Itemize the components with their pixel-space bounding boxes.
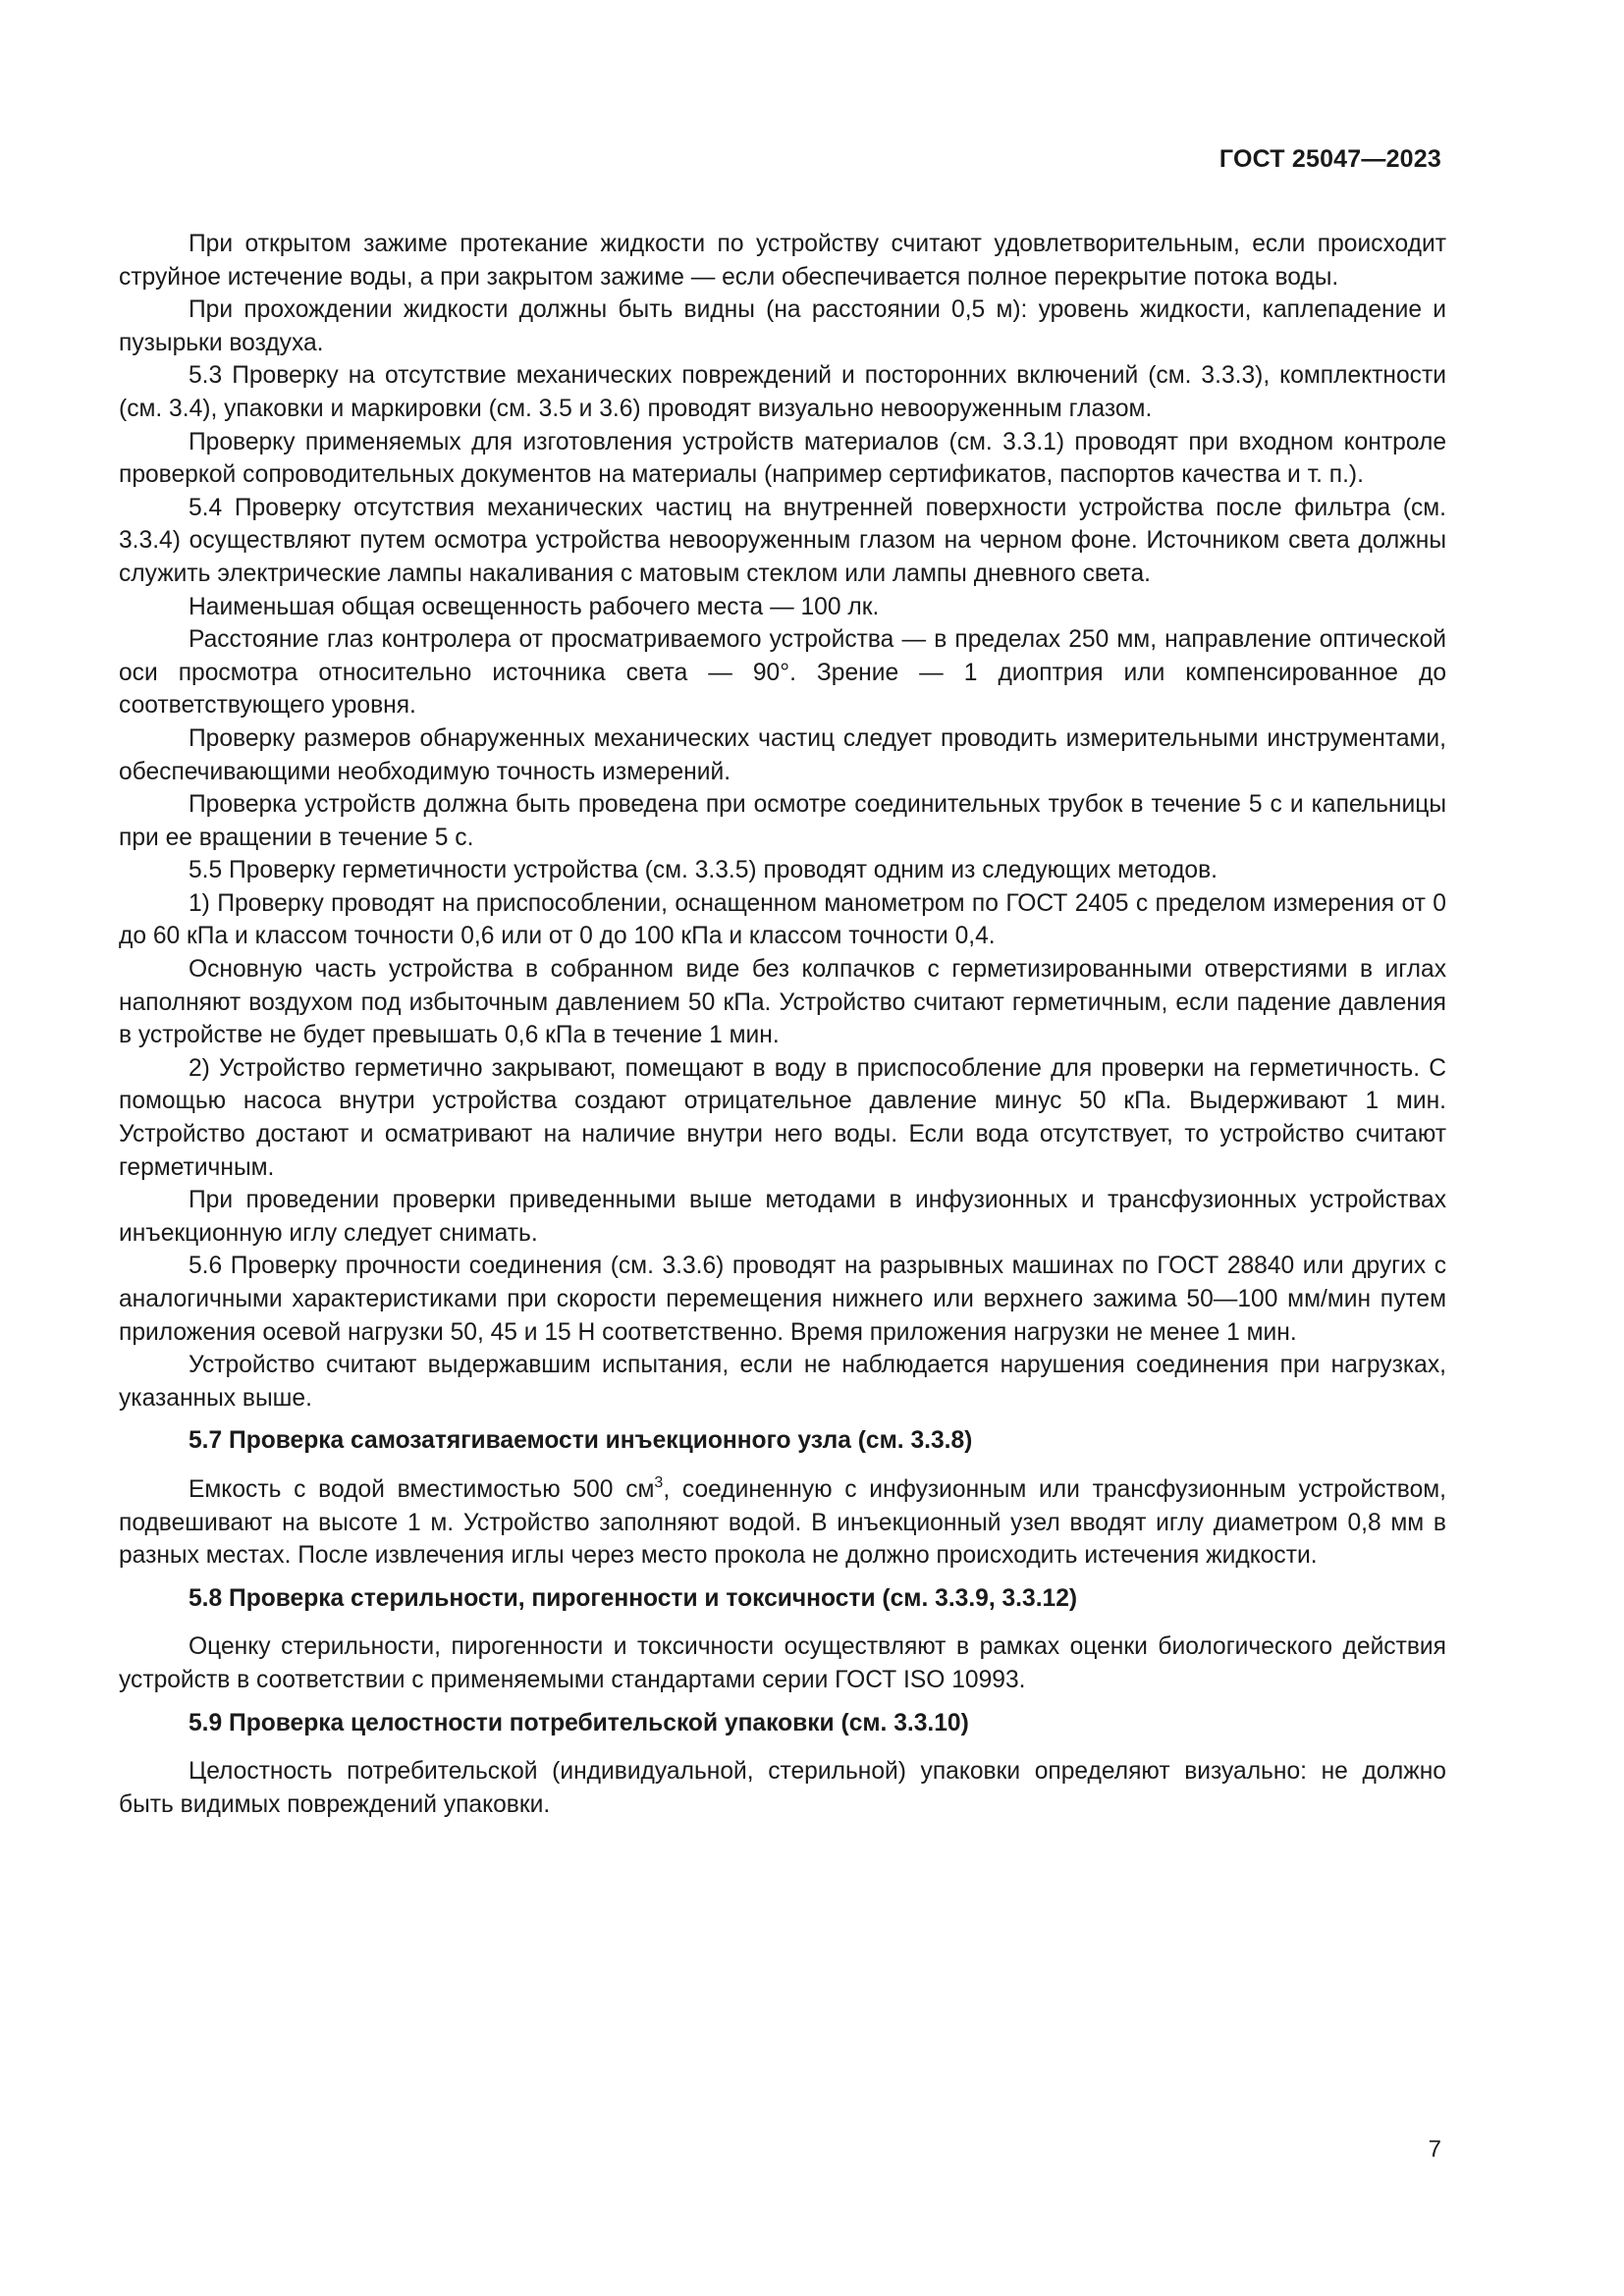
paragraph-method-1: 1) Проверку проводят на приспособлении, оснащенном манометром по ГОСТ 2405 с пределом измерения от 0 до 60 кПа и классом точности 0,6 или от 0 до 100 кПа и классом точности 0,4. xyxy=(119,889,1446,950)
paragraph-section-5-8: Оценку стерильности, пирогенности и токсичности осуществляют в рамках оценки биологического действия устройств в соответствии с применяемыми стандартами серии ГОСТ ISO 10993. xyxy=(119,1633,1446,1693)
paragraph-section-5-4: 5.4 Проверку отсутствия механических частиц на внутренней поверхности устройства после фильтра (см. 3.3.4) осуществляют путем осмотра устройства невооруженным глазом на черном фоне. Источником света должны служить электрические лампы накаливания с матовым стеклом или лампы дневного света. xyxy=(119,494,1446,587)
page-number: 7 xyxy=(1428,2136,1441,2163)
paragraph: Проверку размеров обнаруженных механических частиц следует проводить измерительными инструментами, обеспечивающими необходимую точность измерений. xyxy=(119,724,1446,785)
paragraph: При прохождении жидкости должны быть видны (на расстоянии 0,5 м): уровень жидкости, каплепадение и пузырьки воздуха. xyxy=(119,296,1446,356)
paragraph-section-5-7 xyxy=(119,1473,1446,1573)
paragraph: При проведении проверки приведенными выше методами в инфузионных и трансфузионных устройствах инъекционную иглу следует снимать. xyxy=(119,1187,1446,1247)
paragraph-section-5-3: 5.3 Проверку на отсутствие механических повреждений и посторонних включений (см. 3.3.3), комплектности (см. 3.4), упаковки и маркировки (см. 3.5 и 3.6) проводят визуально невооруженным глазом. xyxy=(119,362,1446,422)
paragraph: При открытом зажиме протекание жидкости по устройству считают удовлетворительным, если происходит струйное истечение воды, а при закрытом зажиме — если обеспечивается полное перекрытие потока воды. xyxy=(119,231,1446,291)
paragraph-section-5-5: 5.5 Проверку герметичности устройства (см. 3.3.5) проводят одним из следующих методов. xyxy=(189,857,1218,884)
document-id-header: ГОСТ 25047—2023 xyxy=(1218,145,1441,173)
section-heading-5-9: 5.9 Проверка целостности потребительской упаковки (см. 3.3.10) xyxy=(189,1709,969,1736)
paragraph: Расстояние глаз контролера от просматриваемого устройства — в пределах 250 мм, направление оптической оси просмотра относительно источника света — 90°. Зрение — 1 диоптрия или компенсированное до соответствующего уровня. xyxy=(119,626,1446,720)
paragraph: Проверку применяемых для изготовления устройств материалов (см. 3.3.1) проводят при входном контроле проверкой сопроводительных документов на материалы (например сертификатов, паспортов качества и т. п.). xyxy=(119,428,1446,489)
document-body xyxy=(119,228,1446,1821)
paragraph-text: Емкость с водой вместимостью 500 см xyxy=(189,1475,655,1503)
paragraph-text: , соединенную с инфузионным или трансфузионным устройством, подвешивают на высоте 1 м. Устройство заполняют водой. В инъекционный узел вводят иглу диаметром 0,8 мм в разных местах. После извлечения иглы через место прокола не должно происходить истечения жидкости. xyxy=(119,1475,1446,1570)
paragraph: Наименьшая общая освещенность рабочего места — 100 лк. xyxy=(189,593,880,620)
paragraph: Проверка устройств должна быть проведена при осмотре соединительных трубок в течение 5 с и капельницы при ее вращении в течение 5 с. xyxy=(119,791,1446,851)
paragraph: Устройство считают выдержавшим испытания, если не наблюдается нарушения соединения при нагрузках, указанных выше. xyxy=(119,1352,1446,1412)
paragraph-method-2: 2) Устройство герметично закрывают, помещают в воду в приспособление для проверки на герметичность. С помощью насоса внутри устройства создают отрицательное давление минус 50 кПа. Выдерживают 1 мин. Устройство достают и осматривают на наличие внутри него воды. Если вода отсутствует, то устройство считают герметичным. xyxy=(119,1054,1446,1181)
section-heading-5-8: 5.8 Проверка стерильности, пирогенности и токсичности (см. 3.3.9, 3.3.12) xyxy=(189,1584,1078,1612)
paragraph: Основную часть устройства в собранном виде без колпачков с герметизированными отверстиями в иглах наполняют воздухом под избыточным давлением 50 кПа. Устройство считают герметичным, если падение давления в устройстве не будет превышать 0,6 кПа в течение 1 мин. xyxy=(119,956,1446,1049)
paragraph-section-5-9: Целостность потребительской (индивидуальной, стерильной) упаковки определяют визуально: не должно быть видимых повреждений упаковки. xyxy=(119,1758,1446,1818)
paragraph-section-5-6: 5.6 Проверку прочности соединения (см. 3.3.6) проводят на разрывных машинах по ГОСТ 28840 или других с аналогичными характеристиками при скорости перемещения нижнего или верхнего зажима 50—100 мм/мин путем приложения осевой нагрузки 50, 45 и 15 Н соответственно. Время приложения нагрузки не менее 1 мин. xyxy=(119,1253,1446,1346)
superscript: 3 xyxy=(654,1473,664,1491)
section-heading-5-7: 5.7 Проверка самозатягиваемости инъекционного узла (см. 3.3.8) xyxy=(189,1427,973,1455)
